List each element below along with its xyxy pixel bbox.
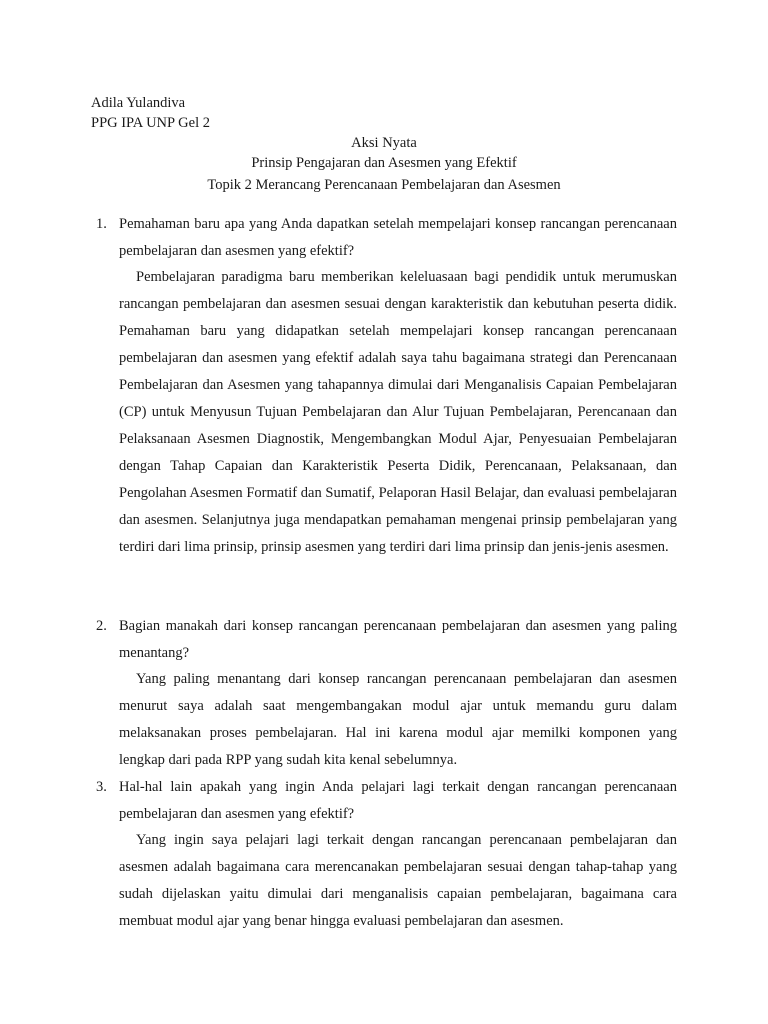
item-number: 3. [96, 779, 107, 795]
author-name: Adila Yulandiva [91, 95, 186, 111]
answer-text: Yang ingin saya pelajari lagi terkait dengan rancangan perencanaan pembelajaran dan asesmen adalah bagaimana cara merencanakan pembelajaran sesuai dengan tahap-tahap yang sudah dijelaskan yaitu dimulai dari menganalisis capaian pembelajaran, bagaimana cara membuat modul ajar yang benar hingga evaluasi pembelajaran dan asesmen. [119, 832, 677, 929]
document-title: Aksi Nyata [351, 135, 417, 151]
answer-text: Pembelajaran paradigma baru memberikan keleluasaan bagi pendidik untuk merumuskan rancangan pembelajaran dan asesmen sesuai dengan karakteristik dan kebutuhan peserta didik. Pemahaman baru yang didapatkan setelah mempelajari konsep rancangan perencanaan pembelajaran dan asesmen yang efektif adalah saya tahu bagaimana strategi dan Perencanaan Pembelajaran dan Asesmen yang tahapannya dimulai dari Menganalisis Capaian Pembelajaran (CP) untuk Menyusun Tujuan Pembelajaran dan Alur Tujuan Pembelajaran, Perencanaan dan Pelaksanaan Asesmen Diagnostik, Mengembangkan Modul Ajar, Penyesuaian Pembelajaran dengan Tahap Capaian dan Karakteristik Peserta Didik, Perencanaan, Pelaksanaan, dan Pengolahan Asesmen Formatif dan Sumatif, Pelaporan Hasil Belajar, dan evaluasi pembelajaran dan asesmen. Selanjutnya juga mendapatkan pemahaman mengenai prinsip pembelajaran yang terdiri dari lima prinsip, prinsip asesmen yang terdiri dari lima prinsip dan jenis-jenis asesmen. [119, 269, 677, 555]
question-text: Bagian manakah dari konsep rancangan perencanaan pembelajaran dan asesmen yang paling menantang? [119, 618, 677, 661]
item-number: 2. [96, 618, 107, 634]
answer-text: Yang paling menantang dari konsep rancangan perencanaan pembelajaran dan asesmen menurut saya adalah saat mengembangakan modul ajar untuk memandu guru dalam melaksanakan proses pembelajaran. Hal ini karena modul ajar memilki komponen yang lengkap dari pada RPP yang sudah kita kenal sebelumnya. [119, 671, 677, 768]
document-subtitle: Prinsip Pengajaran dan Asesmen yang Efektif [251, 155, 517, 171]
item-number: 1. [96, 216, 107, 232]
program-name: PPG IPA UNP Gel 2 [91, 115, 210, 131]
question-text: Pemahaman baru apa yang Anda dapatkan setelah mempelajari konsep rancangan perencanaan pembelajaran dan asesmen yang efektif? [119, 216, 677, 259]
document-topic: Topik 2 Merancang Perencanaan Pembelajaran dan Asesmen [207, 177, 561, 193]
question-text: Hal-hal lain apakah yang ingin Anda pelajari lagi terkait dengan rancangan perencanaan pembelajaran dan asesmen yang efektif? [119, 779, 677, 822]
